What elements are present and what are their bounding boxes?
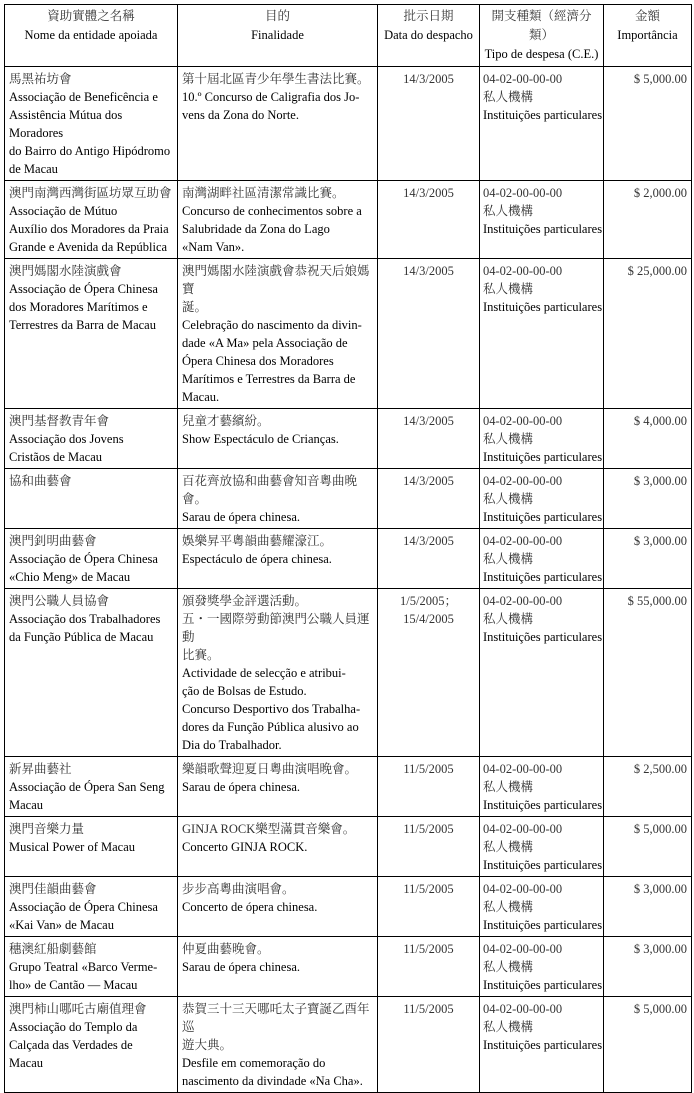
entity-name-zh: 澳門基督教青年會: [9, 414, 110, 428]
purpose-zh: 兒童才藝繽紛。: [182, 414, 270, 428]
entity-name-pt: Grupo Teatral «Barco Verme- lho» de Cantão — Macau: [9, 960, 158, 992]
entity-cell: [5, 589, 178, 757]
amount-cell: $ 5,000.00: [604, 67, 692, 181]
purpose-zh: 百花齊放協和曲藝會知音粵曲晚會。: [182, 474, 358, 506]
purpose-zh: 恭賀三十三天哪吒太子寶誕乙酉年巡 遊大典。: [182, 1002, 370, 1052]
expense-type-zh: 私人機構: [483, 282, 534, 296]
date-cell: 11/5/2005: [378, 937, 480, 997]
purpose-pt: Actividade de selecção e atribui- ção de Bolsas de Estudo. Concurso Desportivo dos Trabalha- dores da Função Pública alusivo ao Dia do Trabalhador.: [182, 666, 361, 752]
expense-type-zh: 私人機構: [483, 960, 534, 974]
entity-name-pt: Associação de Mútuo Auxílio dos Moradores da Praia Grande e Avenida da República: [9, 204, 169, 254]
table-row: [5, 877, 692, 937]
purpose-pt: Sarau de ópera chinesa.: [182, 780, 300, 794]
expense-type-zh: 私人機構: [483, 432, 534, 446]
expense-code: 04-02-00-00-00: [483, 474, 563, 488]
entity-name-zh: 澳門音樂力量: [9, 822, 85, 836]
purpose-pt: Desfile em comemoração do nascimento da divindade «Na Cha».: [182, 1056, 363, 1088]
expense-type-zh: 私人機構: [483, 1020, 534, 1034]
header-date: 批示日期 Data do despacho: [378, 5, 480, 67]
date-cell: 14/3/2005: [378, 529, 480, 589]
header-row: [5, 5, 692, 67]
entity-cell: [5, 469, 178, 529]
entity-name-zh: 穗澳紅船劇藝館: [9, 942, 97, 956]
entity-name-zh: 澳門媽閣水陸演戲會: [9, 264, 122, 278]
expense-type-zh: 私人機構: [483, 780, 534, 794]
entity-cell: [5, 937, 178, 997]
expense-code: 04-02-00-00-00: [483, 264, 563, 278]
table-row: [5, 67, 692, 181]
expense-type-cell: [480, 181, 604, 259]
expense-type-cell: [480, 589, 604, 757]
expense-type-pt: Instituições particulares: [483, 798, 603, 812]
subsidy-table: [4, 4, 692, 1093]
amount-cell: $ 55,000.00: [604, 589, 692, 757]
entity-name-pt: Associação dos Jovens Cristãos de Macau: [9, 432, 124, 464]
entity-name-zh: 澳門柿山哪吒古廟值理會: [9, 1002, 147, 1016]
table-row: [5, 589, 692, 757]
expense-code: 04-02-00-00-00: [483, 1002, 563, 1016]
purpose-pt: Concerto de ópera chinesa.: [182, 900, 318, 914]
amount-cell: $ 2,500.00: [604, 757, 692, 817]
entity-name-pt: Associação de Ópera San Seng Macau: [9, 780, 165, 812]
expense-code: 04-02-00-00-00: [483, 822, 563, 836]
amount-cell: $ 4,000.00: [604, 409, 692, 469]
expense-code: 04-02-00-00-00: [483, 186, 563, 200]
expense-type-cell: [480, 757, 604, 817]
expense-type-pt: Instituições particulares: [483, 108, 603, 122]
amount-cell: $ 3,000.00: [604, 469, 692, 529]
entity-name-pt: Associação de Beneficência e Assistência Mútua dos Moradores do Bairro do Antigo Hipódromo de Macau: [9, 90, 171, 176]
purpose-pt: 10.º Concurso de Caligrafia dos Jo- vens da Zona do Norte.: [182, 90, 360, 122]
purpose-cell: [178, 817, 378, 877]
expense-type-pt: Instituições particulares: [483, 978, 603, 992]
date-cell: 11/5/2005: [378, 757, 480, 817]
purpose-cell: [178, 67, 378, 181]
entity-name-pt: Associação do Templo da Calçada das Verdades de Macau: [9, 1020, 138, 1070]
entity-cell: [5, 757, 178, 817]
purpose-pt: Sarau de ópera chinesa.: [182, 510, 300, 524]
date-cell: 11/5/2005: [378, 997, 480, 1093]
purpose-pt: Sarau de ópera chinesa.: [182, 960, 300, 974]
table-row: [5, 757, 692, 817]
purpose-pt: Concerto GINJA ROCK.: [182, 840, 308, 854]
expense-code: 04-02-00-00-00: [483, 72, 563, 86]
expense-code: 04-02-00-00-00: [483, 414, 563, 428]
entity-name-zh: 馬黑祐坊會: [9, 72, 72, 86]
purpose-zh: 步步高粵曲演唱會。: [182, 882, 295, 896]
header-purpose: 目的 Finalidade: [178, 5, 378, 67]
purpose-zh: 樂韻歌聲迎夏日粵曲演唱晚會。: [182, 762, 358, 776]
expense-type-cell: [480, 529, 604, 589]
expense-type-pt: Instituições particulares: [483, 1038, 603, 1052]
expense-type-cell: [480, 937, 604, 997]
table-row: [5, 997, 692, 1093]
purpose-cell: [178, 409, 378, 469]
expense-code: 04-02-00-00-00: [483, 882, 563, 896]
expense-type-pt: Instituições particulares: [483, 222, 603, 236]
table-row: [5, 817, 692, 877]
purpose-pt: Celebração do nascimento da divin- dade «A Ma» pela Associação de Ópera Chinesa dos Moradores Marítimos e Terrestres da Barra de Macau.: [182, 318, 362, 404]
entity-name-pt: Associação de Ópera Chinesa «Kai Van» de Macau: [9, 900, 158, 932]
purpose-zh: 南灣湖畔社區清潔常識比賽。: [182, 186, 345, 200]
entity-name-pt: Musical Power of Macau: [9, 840, 136, 854]
table-row: [5, 259, 692, 409]
header-type: 開支種類（經濟分類） Tipo de despesa (C.E.): [480, 5, 604, 67]
entity-cell: [5, 409, 178, 469]
expense-code: 04-02-00-00-00: [483, 534, 563, 548]
date-cell: 14/3/2005: [378, 67, 480, 181]
amount-cell: $ 3,000.00: [604, 529, 692, 589]
date-cell: 11/5/2005: [378, 877, 480, 937]
expense-type-zh: 私人機構: [483, 900, 534, 914]
entity-name-zh: 協和曲藝會: [9, 474, 72, 488]
expense-type-pt: Instituições particulares: [483, 630, 603, 644]
entity-name-zh: 澳門佳韻曲藝會: [9, 882, 97, 896]
purpose-cell: [178, 529, 378, 589]
expense-type-pt: Instituições particulares: [483, 510, 603, 524]
expense-code: 04-02-00-00-00: [483, 762, 563, 776]
entity-cell: [5, 877, 178, 937]
purpose-cell: [178, 469, 378, 529]
expense-type-cell: [480, 469, 604, 529]
entity-name-zh: 澳門釗明曲藝會: [9, 534, 97, 548]
expense-code: 04-02-00-00-00: [483, 942, 563, 956]
table-row: [5, 469, 692, 529]
date-cell: 11/5/2005: [378, 817, 480, 877]
entity-cell: [5, 181, 178, 259]
date-cell: 14/3/2005: [378, 181, 480, 259]
purpose-pt: Show Espectáculo de Crianças.: [182, 432, 339, 446]
amount-cell: $ 3,000.00: [604, 877, 692, 937]
entity-cell: [5, 529, 178, 589]
purpose-zh: 澳門媽閣水陸演戲會恭祝天后娘媽寶 誕。: [182, 264, 370, 314]
expense-type-pt: Instituições particulares: [483, 570, 603, 584]
entity-name-zh: 新昇曲藝社: [9, 762, 72, 776]
date-cell: 14/3/2005: [378, 259, 480, 409]
expense-type-zh: 私人機構: [483, 90, 534, 104]
expense-type-pt: Instituições particulares: [483, 918, 603, 932]
expense-type-zh: 私人機構: [483, 492, 534, 506]
entity-cell: [5, 817, 178, 877]
expense-type-cell: [480, 817, 604, 877]
date-cell: 1/5/2005； 15/4/2005: [378, 589, 480, 757]
purpose-cell: [178, 589, 378, 757]
purpose-zh: 頒發獎學金評選活動。 五・一國際勞動節澳門公職人員運動 比賽。: [182, 594, 370, 662]
amount-cell: $ 5,000.00: [604, 997, 692, 1093]
entity-cell: [5, 259, 178, 409]
expense-type-cell: [480, 409, 604, 469]
date-cell: 14/3/2005: [378, 409, 480, 469]
expense-type-zh: 私人機構: [483, 552, 534, 566]
amount-cell: $ 3,000.00: [604, 937, 692, 997]
purpose-zh: GINJA ROCK樂型滿貫音樂會。: [182, 822, 356, 836]
expense-type-cell: [480, 877, 604, 937]
entity-cell: [5, 67, 178, 181]
purpose-cell: [178, 877, 378, 937]
purpose-cell: [178, 937, 378, 997]
entity-name-pt: Associação dos Trabalhadores da Função Pública de Macau: [9, 612, 161, 644]
table-row: [5, 409, 692, 469]
purpose-cell: [178, 259, 378, 409]
expense-type-cell: [480, 67, 604, 181]
purpose-pt: Espectáculo de ópera chinesa.: [182, 552, 332, 566]
purpose-cell: [178, 181, 378, 259]
amount-cell: $ 25,000.00: [604, 259, 692, 409]
expense-code: 04-02-00-00-00: [483, 594, 563, 608]
table-row: [5, 937, 692, 997]
purpose-cell: [178, 997, 378, 1093]
expense-type-pt: Instituições particulares: [483, 300, 603, 314]
date-cell: 14/3/2005: [378, 469, 480, 529]
entity-name-pt: Associação de Ópera Chinesa «Chio Meng» de Macau: [9, 552, 158, 584]
expense-type-cell: [480, 259, 604, 409]
entity-name-zh: 澳門公職人員協會: [9, 594, 110, 608]
header-amount: 金額 Importância: [604, 5, 692, 67]
amount-cell: $ 5,000.00: [604, 817, 692, 877]
purpose-zh: 仲夏曲藝晚會。: [182, 942, 270, 956]
table-row: [5, 529, 692, 589]
expense-type-cell: [480, 997, 604, 1093]
expense-type-zh: 私人機構: [483, 204, 534, 218]
table-row: [5, 181, 692, 259]
purpose-zh: 第十屆北區青少年學生書法比賽。: [182, 72, 370, 86]
expense-type-zh: 私人機構: [483, 840, 534, 854]
header-entity: 資助實體之名稱 Nome da entidade apoiada: [5, 5, 178, 67]
purpose-cell: [178, 757, 378, 817]
purpose-zh: 娛樂昇平粵韻曲藝耀濠江。: [182, 534, 333, 548]
entity-cell: [5, 997, 178, 1093]
expense-type-pt: Instituições particulares: [483, 450, 603, 464]
purpose-pt: Concurso de conhecimentos sobre a Salubridade da Zona do Lago «Nam Van».: [182, 204, 362, 254]
entity-name-pt: Associação de Ópera Chinesa dos Moradores Marítimos e Terrestres da Barra de Macau: [9, 282, 158, 332]
entity-name-zh: 澳門南灣西灣街區坊眾互助會: [9, 186, 172, 200]
amount-cell: $ 2,000.00: [604, 181, 692, 259]
expense-type-pt: Instituições particulares: [483, 858, 603, 872]
expense-type-zh: 私人機構: [483, 612, 534, 626]
